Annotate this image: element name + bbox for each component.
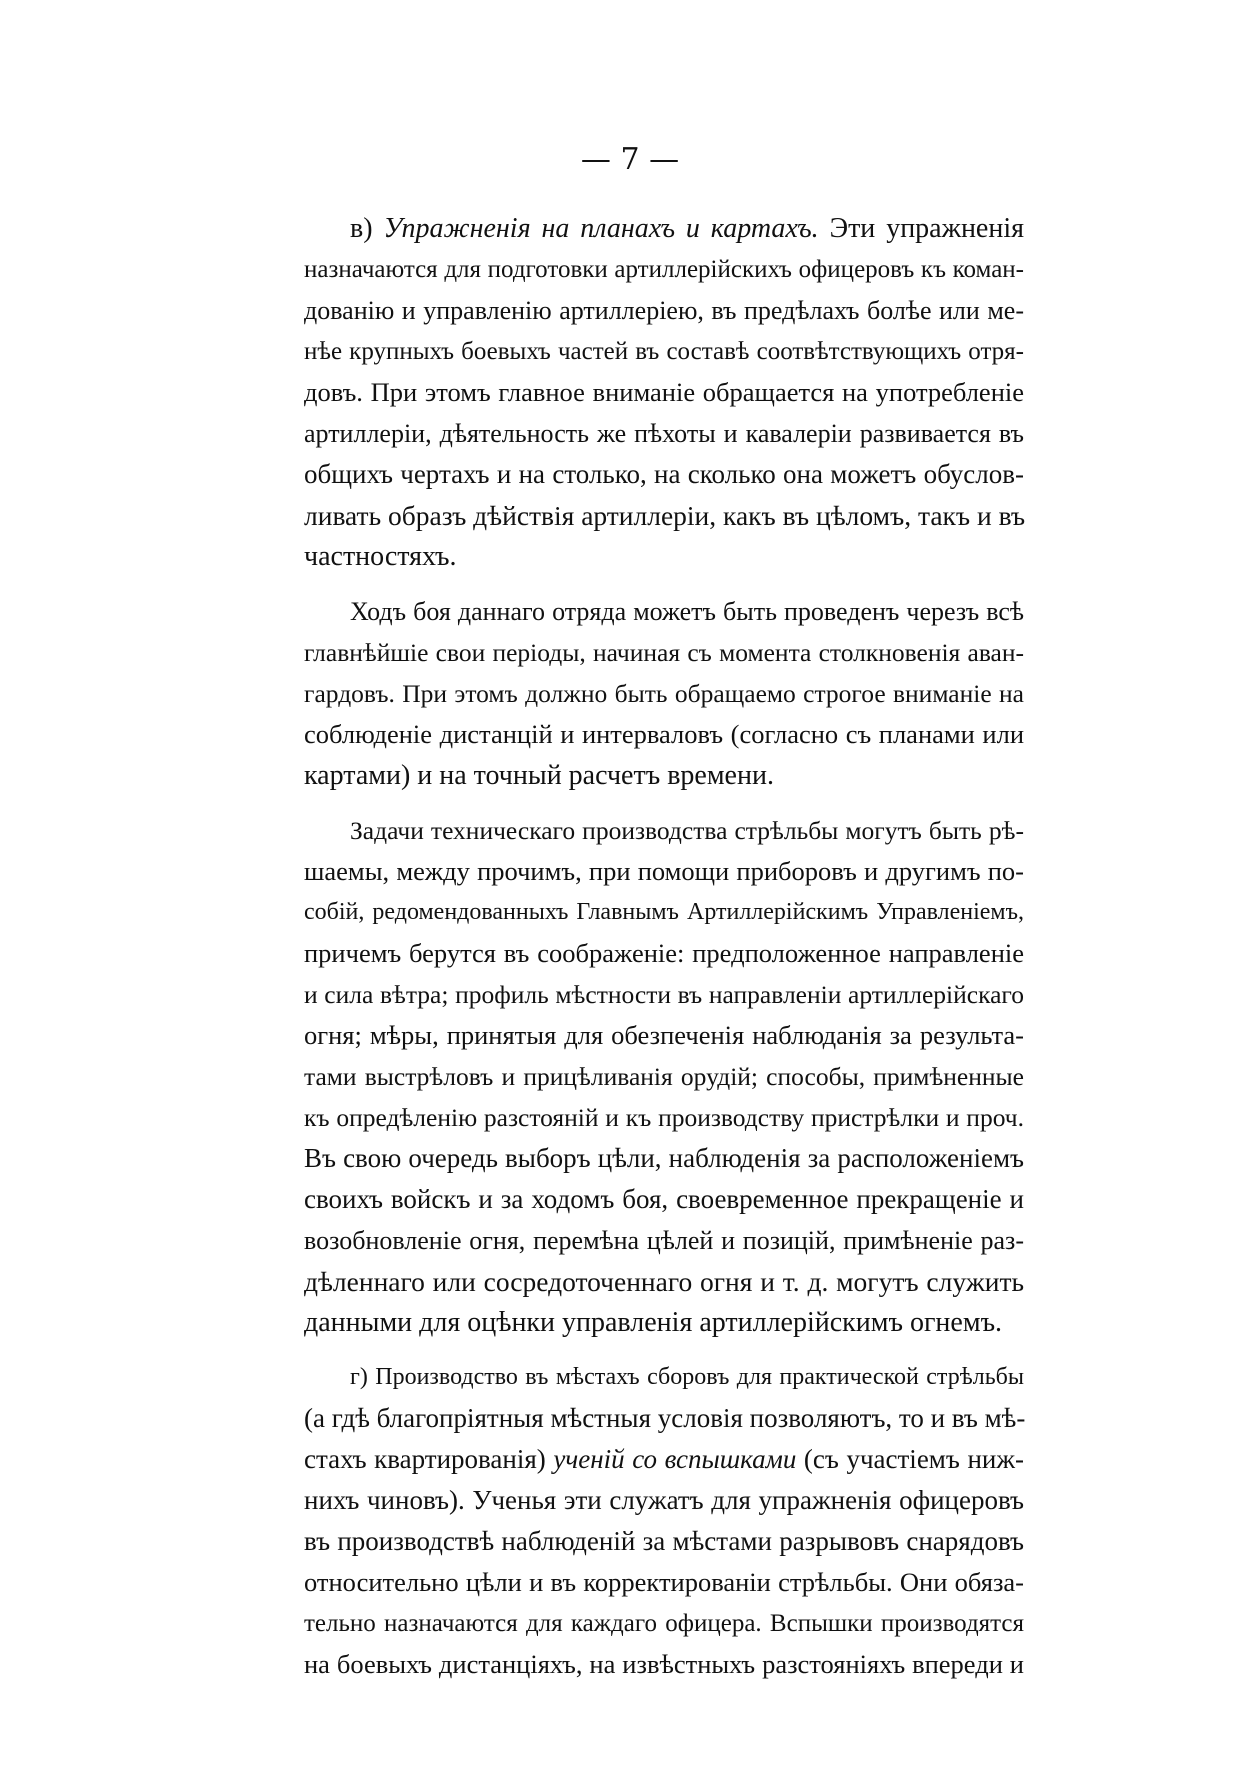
- text-line: [304, 208, 1024, 249]
- text-line: [304, 591, 1024, 632]
- text-run: возобновленіе огня, перемѣна цѣлей и позицій, примѣненіе раз-: [304, 1226, 1024, 1255]
- body-text: [304, 208, 1024, 1699]
- text-line: [304, 249, 1024, 290]
- text-run: дѣленнаго или сосредоточеннаго огня и т. д. могутъ служить: [304, 1266, 1024, 1297]
- paragraph: [304, 1357, 1024, 1685]
- text-line: [304, 495, 1024, 536]
- text-run: Эти упражненія: [818, 213, 1025, 244]
- text-run: Ходъ боя даннаго отряда можетъ быть проведенъ черезъ всѣ: [350, 597, 1024, 626]
- paragraph: [304, 591, 1024, 796]
- text-line: [304, 1644, 1024, 1685]
- text-line: [304, 536, 1024, 577]
- paragraph: [304, 810, 1024, 1343]
- text-run: тами выстрѣловъ и прицѣливанія орудій; способы, примѣненные: [304, 1062, 1024, 1091]
- text-line: [304, 1261, 1024, 1302]
- text-run: шаемы, между прочимъ, при помощи приборовъ и другимъ по-: [304, 856, 1024, 886]
- text-run: (а гдѣ благопріятныя мѣстныя условія позволяютъ, то и въ мѣ-: [304, 1403, 1026, 1433]
- text-run: частностяхъ.: [304, 541, 457, 572]
- text-line: [304, 810, 1024, 851]
- paragraph: [304, 208, 1024, 577]
- text-line: [304, 454, 1024, 495]
- text-run: артиллеріи, дѣятельность же пѣхоты и кавалеріи развивается въ: [304, 419, 1024, 448]
- text-line: [304, 331, 1024, 372]
- text-line: [304, 851, 1024, 892]
- text-line: [304, 1398, 1024, 1439]
- text-run: ливать образъ дѣйствія артиллеріи, какъ въ цѣломъ, такъ и въ: [304, 500, 1026, 531]
- text-run: нихъ чиновъ). Ученья эти служатъ для упражненія офицеровъ: [304, 1485, 1024, 1515]
- text-line: [304, 1480, 1024, 1521]
- text-run: собій, редомендованныхъ Главнымъ Артиллерійскимъ Управленіемъ,: [304, 899, 1024, 925]
- text-line: [304, 1562, 1024, 1603]
- text-run: картами) и на точный расчетъ времени.: [304, 760, 774, 791]
- text-line: [304, 1302, 1024, 1343]
- text-run: данными для оцѣнки управленія артиллерійскимъ огнемъ.: [304, 1307, 1003, 1338]
- text-run: главнѣйшіе свои періоды, начиная съ момента столкновенія аван-: [304, 638, 1024, 667]
- text-run: г) Производство въ мѣстахъ сборовъ для практической стрѣльбы: [350, 1364, 1024, 1390]
- text-line: [304, 673, 1024, 714]
- text-line: [304, 892, 1024, 933]
- text-run: общихъ чертахъ и на столько, на сколько она можетъ обуслов-: [304, 459, 1024, 489]
- italic-phrase: Упражненія на планахъ и картахъ.: [383, 213, 819, 244]
- text-line: [304, 1138, 1024, 1179]
- text-line: [304, 1439, 1024, 1480]
- text-line: [304, 372, 1024, 413]
- text-run: Въ свою очередь выборъ цѣли, наблюденія за расположеніемъ: [304, 1143, 1024, 1173]
- text-line: [304, 974, 1024, 1015]
- text-line: [304, 1179, 1024, 1220]
- text-line: [304, 1521, 1024, 1562]
- text-run: соблюденіе дистанцій и интерваловъ (согласно съ планами или: [304, 719, 1024, 749]
- text-run: гардовъ. При этомъ должно быть обращаемо строгое вниманіе на: [304, 679, 1024, 708]
- text-run: стахъ квартированія): [304, 1444, 554, 1474]
- text-line: [304, 413, 1024, 454]
- text-line: [304, 632, 1024, 673]
- text-run: Задачи техническаго производства стрѣльбы могутъ быть рѣ-: [350, 816, 1024, 845]
- text-line: [304, 290, 1024, 331]
- text-run: своихъ войскъ и за ходомъ боя, своевременное прекращеніе и: [304, 1184, 1024, 1214]
- text-line: [304, 1097, 1024, 1138]
- text-run: относительно цѣли и въ корректированіи стрѣльбы. Они обяза-: [304, 1567, 1024, 1597]
- text-run: нѣе крупныхъ боевыхъ частей въ составѣ соотвѣтствующихъ отря-: [304, 338, 1024, 365]
- text-run: назначаются для подготовки артиллерійскихъ офицеровъ къ коман-: [304, 256, 1024, 283]
- text-run: къ опредѣленію разстояній и къ производству пристрѣлки и проч.: [304, 1103, 1024, 1132]
- text-run: (съ участіемъ ниж-: [796, 1444, 1024, 1474]
- page-number: — 7 —: [580, 142, 680, 177]
- text-run: и сила вѣтра; профиль мѣстности въ направленіи артиллерійскаго: [304, 980, 1024, 1009]
- text-line: [304, 755, 1024, 796]
- text-run: довъ. При этомъ главное вниманіе обращается на употребленіе: [304, 377, 1024, 407]
- text-run: причемъ берутся въ соображеніе: предположенное направленіе: [304, 938, 1024, 968]
- text-run: дованію и управленію артиллеріею, въ предѣлахъ болѣе или ме-: [304, 296, 1024, 325]
- text-line: [304, 1220, 1024, 1261]
- text-run: на боевыхъ дистанціяхъ, на извѣстныхъ разстояніяхъ впереди и: [304, 1649, 1024, 1679]
- text-line: [304, 1056, 1024, 1097]
- text-run: огня; мѣры, принятыя для обезпеченія наблюданія за результа-: [304, 1020, 1024, 1050]
- text-run: въ производствѣ наблюденій за мѣстами разрывовъ снарядовъ: [304, 1526, 1024, 1556]
- text-line: [304, 933, 1024, 974]
- text-line: [304, 1015, 1024, 1056]
- text-line: [304, 1357, 1024, 1398]
- text-line: [304, 714, 1024, 755]
- italic-phrase: ученій со вспышками: [553, 1444, 797, 1474]
- text-run: тельно назначаются для каждаго офицера. Вспышки производятся: [304, 1610, 1024, 1637]
- text-line: [304, 1603, 1024, 1644]
- text-run: в): [350, 213, 384, 244]
